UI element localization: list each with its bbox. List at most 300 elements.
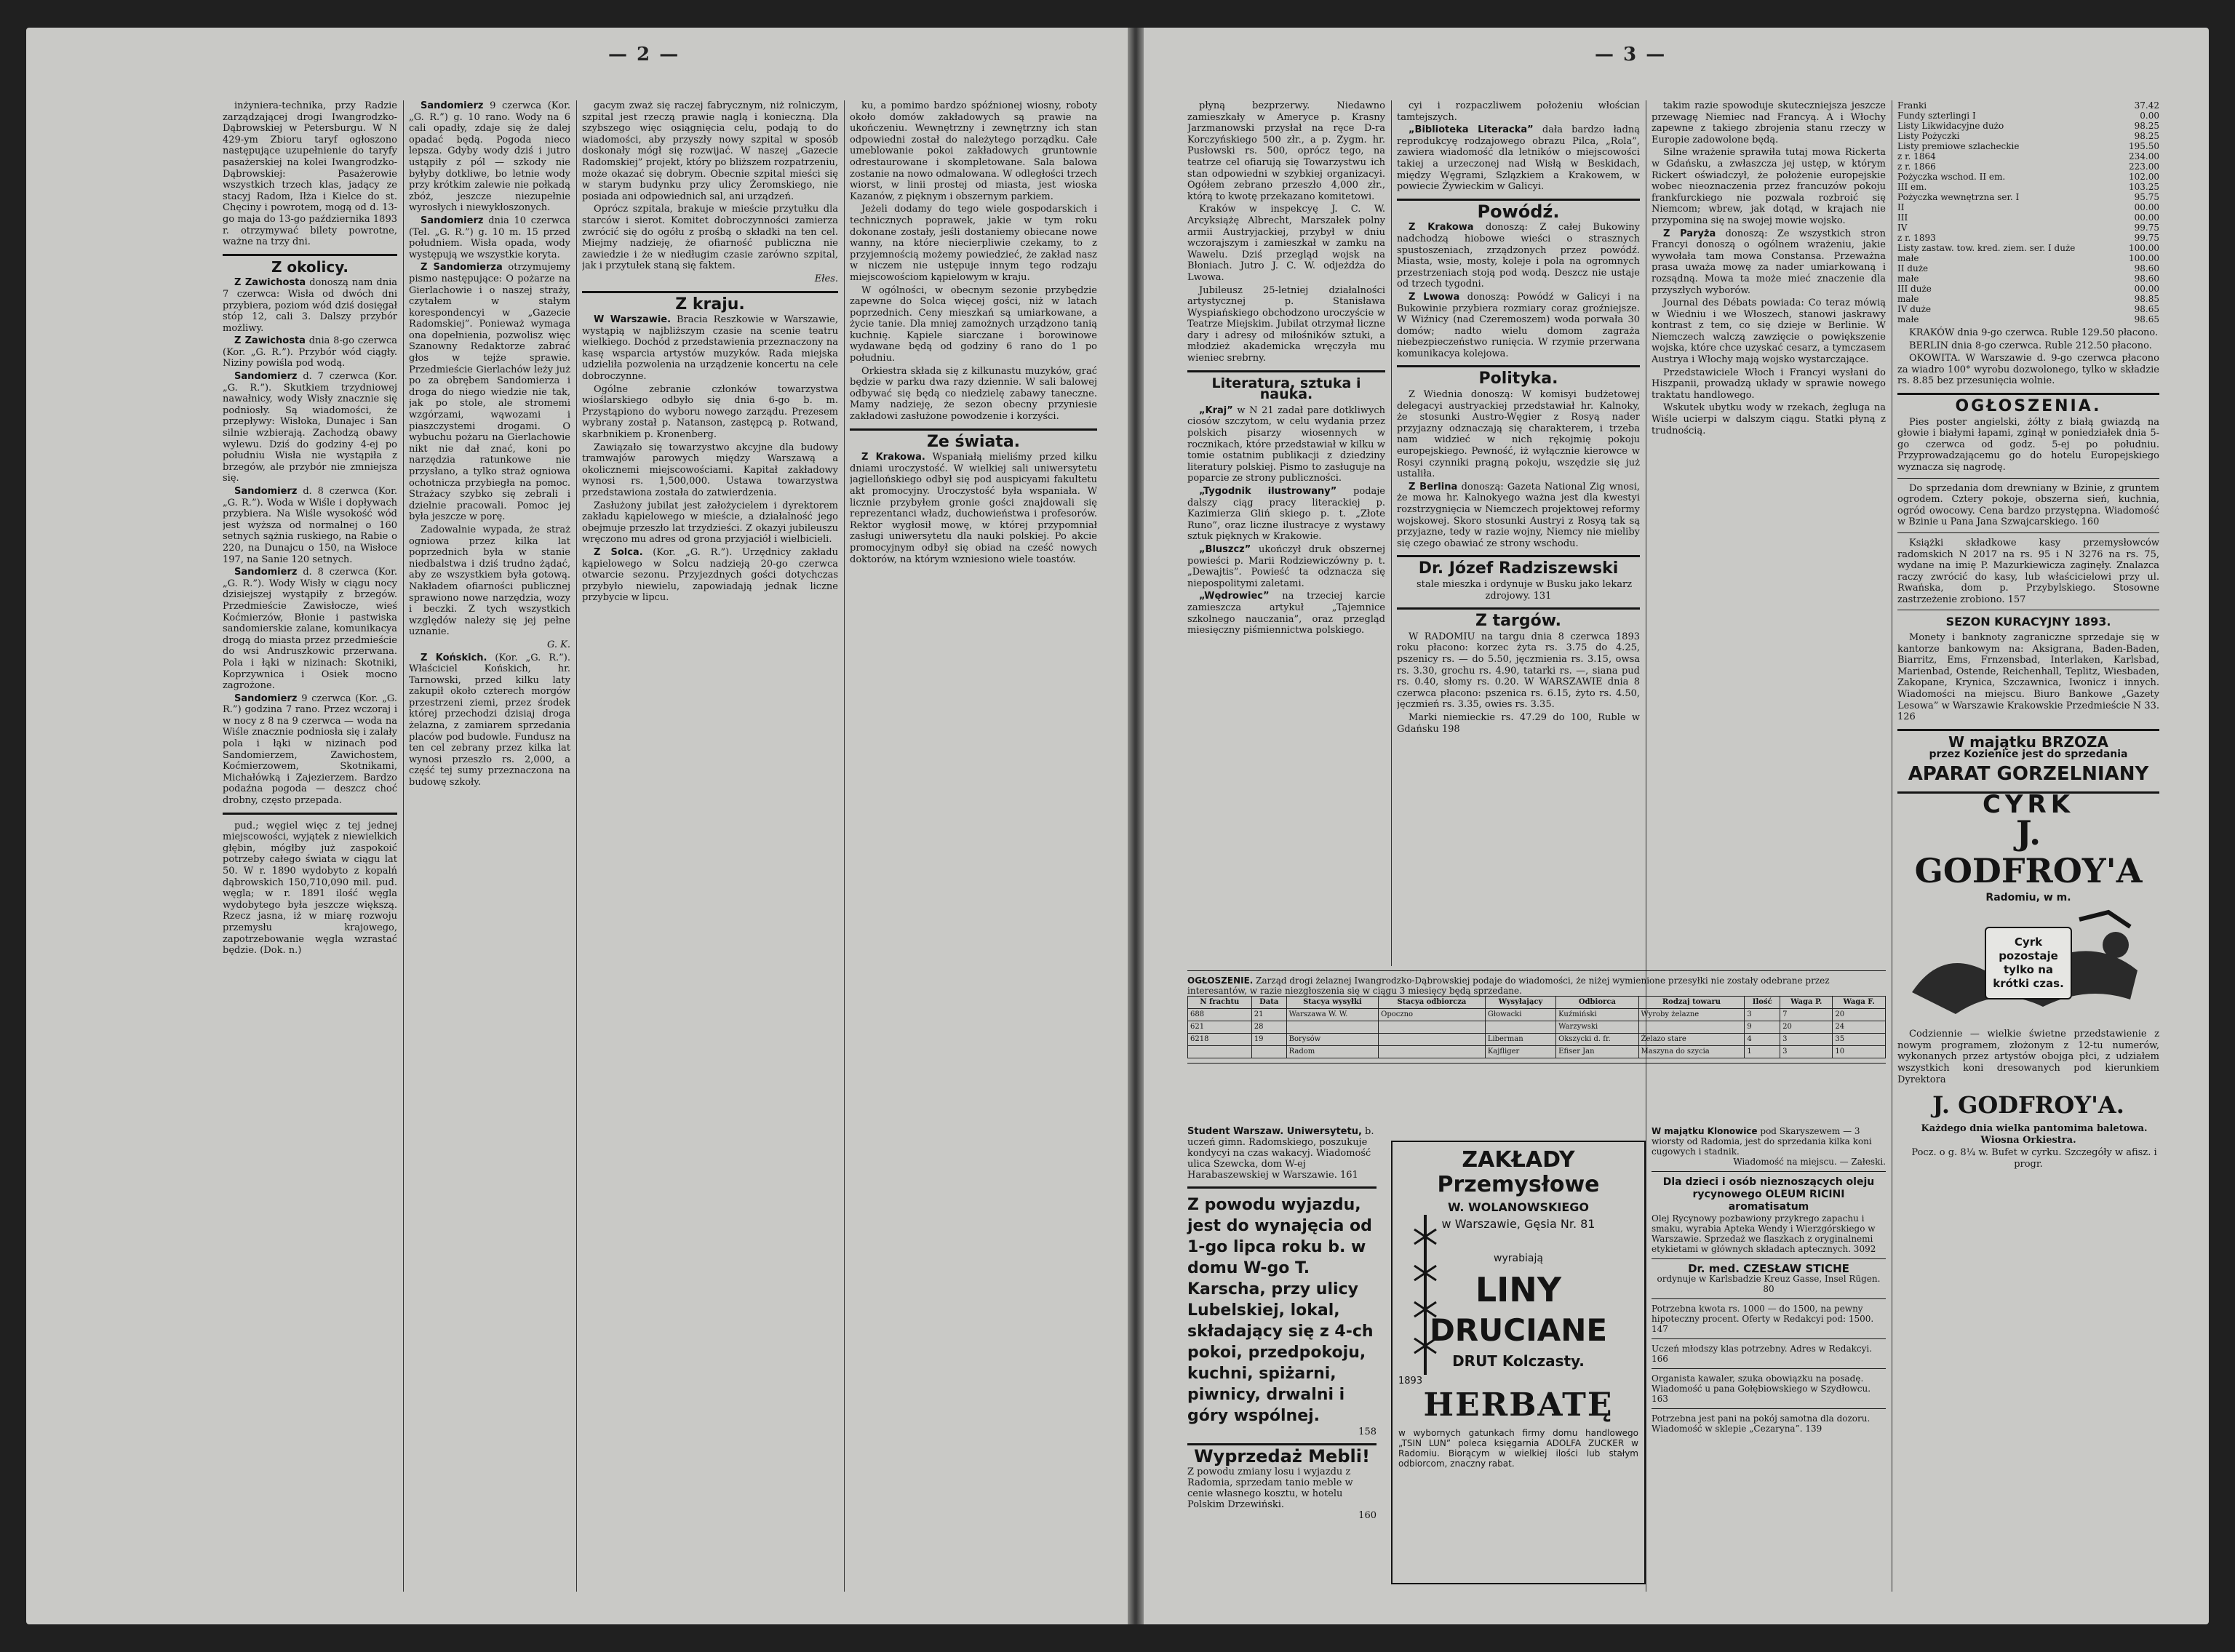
- brzoza-product: APARAT GORZELNIANY: [1908, 763, 2149, 785]
- article-text: płyną bezprzerwy. Niedawno zamieszkały w Ameryce p. Krasny Jarzmanowski przysłał na ręce D-ra Korczyńskiego 500 złr., a p. Zygm. hr. Pusłowski rs. 500, oprócz tego, na teatrze cel ofiarują się Towarzystwu ich stan odpowiedni w szybkiej organizacyi. Ogółem zebrano przeszło 4,000 złr., którą to kwotę przekazano komitetowi.: [1187, 100, 1385, 202]
- rate-value: 98.65: [2134, 314, 2159, 324]
- rate-row: [1897, 161, 2159, 172]
- table-cell: 20: [1833, 1009, 1886, 1021]
- dateline: „Tygodnik ilustrowany”: [1199, 486, 1337, 497]
- article-text: [223, 486, 397, 565]
- furniture-sale-heading: Wyprzedaż Mebli!: [1194, 1446, 1370, 1467]
- table-header-cell: Rodzaj towaru: [1638, 997, 1745, 1009]
- rate-label: Listy Pożyczki: [1897, 131, 1960, 141]
- rate-value: 100.00: [2129, 243, 2159, 253]
- rate-value: 99.75: [2134, 223, 2159, 233]
- circus-notice: Cyrk pozostaje tylko na krótki czas.: [1985, 927, 2072, 999]
- rate-row: [1897, 284, 2159, 294]
- rate-row: [1897, 253, 2159, 263]
- market-prices: W RADOMIU na targu dnia 8 czerwca 1893 roku płacono: korzec żyta rs. 3.75 do 4.25, pszenicy rs. — do 5.50, jęczmienia rs. 3.15, owsa rs. 3.30, grochu rs. 4.90, tatarki rs. —, siana pud rs. 0.40, słomy rs. 0.20. W WARSZAWIE dnia 8 czerwca płacono: pszenica rs. 6.15, żyto rs. 4.50, jęczmień rs. 3.35, owies rs. 3.35.: [1397, 631, 1640, 711]
- table-cell: Żelazo stare: [1638, 1034, 1745, 1046]
- dateline: Z Berlina: [1409, 481, 1458, 492]
- rental-ad: Z powodu wyjazdu, jest do wynajęcia od 1-go lipca roku b. w domu W-go T. Karscha, przy ulicy Lubelskiej, lokal, składający się z 4-ch pokoi, przedpokoju, kuchni, spiżarni, piwnicy, drwalni i góry wspólnej.: [1187, 1196, 1374, 1425]
- article-text: [1397, 482, 1640, 550]
- notice-text: [1187, 975, 1886, 996]
- signature: G. K.: [546, 639, 570, 650]
- article-text: [223, 335, 397, 370]
- section-heading: Powódź.: [1477, 201, 1560, 222]
- railway-notice: [1187, 966, 1886, 1068]
- article-text: [582, 314, 838, 383]
- rate-label: Listy premiowe szlacheckie: [1897, 141, 2020, 151]
- paragraph: Wspaniałą mieliśmy przed kilku dniami uroczystość. W wielkiej sali uniwersytetu jagiellońskiego odbył się pod auspicyami fakultetu akt promocyjny. Uroczystość była wspaniała. W licznie przybyłem gronie gości znajdowali się reprezentanci władz, duchowieństwa i profesorów. Rektor wygłosił mowę, w której przypomniał zasługi uniwersytetu dla nauki polskiej. Po akcie promocyjnym odbył się obiad na cześć nowych doktorów, na którym wzniesiono wiele toastów.: [850, 452, 1097, 565]
- article-text: Oprócz szpitala, brakuje w mieście przytułku dla starców i sierot. Komitet dobroczynności zamierza zwrócić się do ogółu z prośbą o składki na ten cel. Miejmy nadzieję, że ofiarność publiczna nie zawiedzie i że w niedługim czasie zarówno szpital, jak i przytułek staną się faktem.: [582, 204, 838, 272]
- paragraph: 9 czerwca (Kor. „G. R.”) godzina 7 rano. Przez wczoraj i w nocy z 8 na 9 czerwca — woda na Wiśle znacznie podniosła się i zalały pola i łąki w nizinach pod Sandomierzem, Zawichostem, Koćmierzowem, Skotnikami, Michałówką i Zajezierzem. Bardzo podaźna pogoda — deszcz choć drobny, często przepada.: [223, 693, 397, 807]
- section-heading: Z okolicy.: [271, 258, 349, 276]
- article-text: [409, 653, 570, 789]
- rate-row: [1897, 141, 2159, 151]
- rate-value: 37.42: [2134, 100, 2159, 111]
- article-text: Kraków w inspekcyę J. C. W. Arcyksiążę Albrecht, Marszałek polny armii Austryjackiej, przybył w dniu wczorajszym i zamieszkał w zamku na Wawelu. Dziś przegląd wojsk na Błoniach. Jutro J. C. W. odjeżdża do Lwowa.: [1187, 204, 1385, 283]
- table-cell: Okszycki d. fr.: [1556, 1034, 1638, 1046]
- rate-row: [1897, 192, 2159, 202]
- paragraph: dnia 10 czerwca (Tel. „G. R.”) g. 10 m. 15 przed południem. Wisła opada, wody występują we wszystkie koryta.: [409, 215, 570, 260]
- rate-value: 00.00: [2134, 284, 2159, 294]
- shipment-table: [1187, 996, 1886, 1058]
- rate-value: 103.25: [2129, 182, 2159, 192]
- ad-text: Pocz. o g. 8¼ w. Bufet w cyrku. Szczegóły w afisz. i progr.: [1911, 1147, 2157, 1170]
- table-cell: [1188, 1046, 1252, 1058]
- stiche-heading: Dr. med. CZESŁAW STICHE: [1688, 1262, 1849, 1275]
- article-text: [1187, 591, 1385, 636]
- table-cell: 6218: [1188, 1034, 1252, 1046]
- signature: Ełes.: [814, 273, 838, 284]
- column-divider: [844, 100, 845, 1592]
- article-text: [409, 100, 570, 214]
- rate-label: z r. 1866: [1897, 161, 1936, 172]
- table-cell: 9: [1745, 1021, 1780, 1034]
- exchange-rates: [1897, 100, 2159, 324]
- rate-label: małe: [1897, 253, 1919, 263]
- section-rule: [1397, 555, 1640, 557]
- divider: [1897, 478, 2159, 479]
- dateline: Sandomierz: [234, 371, 298, 383]
- tea-ad-heading: HERBATĘ: [1423, 1386, 1614, 1424]
- rate-row: [1897, 233, 2159, 243]
- newspaper-page-3: [1144, 28, 2209, 1624]
- rates-text: OKOWITA. W Warszawie d. 9-go czerwca płacono za wiadro 100° wyrobu dozwolonego, tylko w składzie rs. 8.85 bez przesunięcia wolnie.: [1897, 353, 2159, 387]
- dateline: „Kraj”: [1199, 404, 1233, 416]
- rate-value: 100.00: [2129, 253, 2159, 263]
- dateline: Sandomierz: [421, 215, 484, 226]
- table-cell: 3: [1780, 1046, 1833, 1058]
- divider: [1187, 970, 1886, 971]
- table-cell: 20: [1780, 1021, 1833, 1034]
- dateline: Z Paryża: [1663, 228, 1716, 239]
- paragraph: d. 7 czerwca (Kor. „G. R.”). Skutkiem trzydniowej nawałnicy, wody Wisły znacznie się podniosły. Są wiadomości, że przepływy: Wisłoka, Dunajec i San silnie wzbierają. Zachodzą obawy wylewu. Dziś do godziny 4-ej po południu Wisła nie wystąpiła z brzegów, ale przybór nie zmniejsza się.: [223, 371, 397, 484]
- rate-row: [1897, 182, 2159, 192]
- divider: [1187, 1443, 1377, 1445]
- table-cell: 21: [1251, 1009, 1286, 1021]
- paragraph: b. uczeń gimn. Radomskiego, poszukuje kondycyi na czas wakacyj. Wiadomość ulica Szewcka, dom W-ej Harabaszewskiej w Warszawie. 161: [1187, 1126, 1374, 1181]
- ad-text: Monety i banknoty zagraniczne sprzedaje się w kantorze bankowym na: Aksigrana, Baden-Baden, Biarritz, Ems, Frnzensbad, Interlaken, Karlsbad, Marienbad, Ostende, Reichenhall, Teplitz, Wiesbaden, Zakopane, Krynica, Szczawnica, Iwonicz i innych. Wiadomości na miejscu. Biuro Bankowe „Gazety Lesowa” w Warszawie Krakowskie Przedmieście N 33. 126: [1897, 632, 2159, 723]
- ad-text: Książki składkowe kasy przemysłowców radomskich N 2017 na rs. 95 i N 3276 na rs. 75, wydane na imię P. Mazurkiewicza zaginęły. Znalazca raczy zwrócić do kasy, lub właścicielowi przy ul. Rwańska, dom p. Przybylskiego. Stosowne zastrzeżenie zrobiono. 157: [1897, 537, 2159, 605]
- table-cell: [1638, 1021, 1745, 1034]
- rate-value: 234.00: [2129, 151, 2159, 161]
- rate-label: II: [1897, 202, 1905, 212]
- rate-label: Franki: [1897, 100, 1927, 111]
- table-header-cell: N frachtu: [1188, 997, 1252, 1009]
- ad-text: ordynuje w Karlsbadzie Kreuz Gasse, Insel Rügen. 80: [1657, 1274, 1881, 1294]
- table-cell: Kajfliger: [1485, 1046, 1555, 1058]
- paragraph: 9 czerwca (Kor. „G. R.”) g. 10 rano. Wody na 6 cali opadły, zdaje się że dalej opadać będą. Pogoda nieco lepsza. Gdyby wody dziś i jutro ustąpiły z pól — szkody nie byłyby dotkliwe, bo letnie wody przy krótkim zalewie nie połkadą zbóż, jeszcze niezupełnie wyrosłych i niewykłoszonych.: [409, 100, 570, 214]
- divider: [1652, 1258, 1886, 1259]
- paragraph: donoszą: Powódź w Galicyi i na Bukowinie przybiera rozmiary coraz groźniejsze. W Wiźnicy (nad Czeremoszem) woda porwała 30 domów; nadto wielu domom zagraża niebezpieczeństwo runięcia. W rzymie przerwana komunikacya kolejowa.: [1397, 291, 1640, 359]
- ad-word: wyrabiają: [1494, 1253, 1543, 1264]
- article-text: inżyniera-technika, przy Radzie zarządzającej drogi Iwangrodzko-Dąbrowskiej w Petersburgu. W N 429-ym Zbioru taryf ogłoszono następujące uzupełnienie do taryfy pasażerskiej na kolei Iwangrodzko-Dąbrowskiej: Pasażerowie wszystkich trzech klas, jadący ze stacyj Radom, Iłża i Kielce do st. Chęciny i powrotem, mogą od d. 13-go maja do 13-go października 1893 r. otrzymywać bilety powrotne, ważne na trzy dni.: [223, 100, 397, 248]
- dateline: Z Zawichosta: [234, 335, 306, 347]
- rate-label: Pożyczka wewnętrzna ser. I: [1897, 192, 2020, 202]
- ad-text: Organista kawaler, szuka obowiązku na posadę. Wiadomość u pana Gołębiowskiego w Szydłowcu. 163: [1652, 1373, 1871, 1404]
- column-1: [223, 100, 397, 1599]
- article-text: Orkiestra składa się z kilkunastu muzyków, grać będzie w parku dwa razy dziennie. W sali balowej odbywać się będą co niedzielę zabawy taneczne. Mamy nadzieję, że sezon obecny przyniesie zakładowi zasłużone powodzenie i korzyści.: [850, 365, 1097, 423]
- rate-row: [1897, 100, 2159, 111]
- ad-text: Olej Rycynowy pozbawiony przykrego zapachu i smaku, wyrabia Apteka Wendy i Wierzgórskiego w Warszawie. Sprzedaż we flaszkach z oryginalnemi etykietami w głównych składach aptecznych. 3092: [1652, 1213, 1876, 1254]
- divider: [1652, 1298, 1886, 1299]
- table-cell: Radom: [1286, 1046, 1378, 1058]
- article-text: ku, a pomimo bardzo spóźnionej wiosny, roboty około domów zakładowych są prawie na ukończeniu. Wewnętrzny i zewnętrzny ich stan odpowiedni został do należytego porządku. Całe umeblowanie pokoi zakładowych gruntownie odrestaurowane i skompletowane. Sala balowa zostanie na nowo odmalowana. W odległości trzech wiorst, w linii prostej od miasta, jest wioska Kazanów, z pięknym i obszernym parkiem.: [850, 100, 1097, 202]
- rate-value: 0.00: [2140, 111, 2159, 121]
- ad-text: Potrzebna kwota rs. 1000 — do 1500, na pewny hipoteczny procent. Oferty w Redakcyi pod: 1500. 147: [1652, 1304, 1874, 1334]
- dateline: W Warszawie.: [594, 314, 672, 326]
- table-header-cell: Waga F.: [1833, 997, 1886, 1009]
- column-divider: [1391, 100, 1392, 966]
- table-cell: Warzywski: [1556, 1021, 1638, 1034]
- dateline: Z Końskich.: [421, 652, 487, 663]
- ad-number: 160: [1358, 1510, 1377, 1521]
- table-cell: Wyroby żelazne: [1638, 1009, 1745, 1021]
- rate-label: III em.: [1897, 182, 1927, 192]
- ad-text: Z powodu zmiany losu i wyjazdu z Radomia, sprzedam tanio meble w cenie własnego kosztu, w hotelu Polskim Drzewiński.: [1187, 1467, 1353, 1510]
- ad-lead: Student Warszaw. Uniwersytetu,: [1187, 1126, 1362, 1137]
- table-cell: [1379, 1034, 1486, 1046]
- column-3: [582, 100, 838, 1599]
- circus-heading: CYRK: [1982, 790, 2075, 819]
- dateline: Z Solca.: [594, 546, 643, 558]
- wolanowski-ad: [1391, 1141, 1646, 1584]
- doctor-ad-heading: Dr. Józef Radziszewski: [1418, 559, 1619, 578]
- article-text: [223, 693, 397, 807]
- article-text: [1397, 222, 1640, 290]
- article-text: takim razie spowoduje skuteczniejsza jeszcze przewagę Niemiec nad Francyą. A i Włochy zapewne z takiego zbrojenia stanu rzeczy w Europie zadowolone będą.: [1652, 100, 1886, 145]
- paragraph: dała bardzo ładną reprodukcyę rodzajowego obrazu Pilca, „Rola”, zawiera wiadomość dla letników o miejscowości takiej a urzeczonej nad Wisłą w Beskidach, między Węgrami, Szlązkiem a Krakowem, w powiecie Żywieckim w Galicyi.: [1397, 124, 1640, 193]
- article-text: [1187, 486, 1385, 543]
- column-4: [850, 100, 1097, 1599]
- brzoza-sub: przez Kozienice jest do sprzedania: [1929, 749, 2128, 761]
- table-header-cell: Wysyłający: [1485, 997, 1555, 1009]
- rate-row: [1897, 263, 2159, 274]
- article-text: [223, 567, 397, 692]
- dateline: Sandomierz: [234, 693, 298, 704]
- paragraph: donoszą: Gazeta National Zig wnosi, że mowa hr. Kalnokyego ważna jest dla kwestyi rozstrzygnięcia w Niemczech projektowej reformy wojskowej. Skoro stosunki Austryi z Rosyą tak są przyjazne, tedy w razie wojny, Niemcy nie mieliby się czego obawiać ze strony wschodu.: [1397, 481, 1640, 549]
- ad-text: Potrzebna jest pani na pokój samotna dla dozoru. Wiadomość w sklepie „Cezaryna”. 139: [1652, 1413, 1871, 1434]
- ad-text: Pies poster angielski, żółty z białą gwiazdą na głowie i białymi łapami, zginął w poniedziałek dnia 5-go czerwca od godz. 5-ej po południu. Przyprowadzającemu go do hotelu Europejskiego wyznacza się nagrodę.: [1897, 416, 2159, 473]
- paragraph: donoszą: Ze wszystkich stron Francyi donoszą o ogólnem wrażeniu, jakie wywołała tam mowa Constansa. Przeważna prasa uważa mowę za nader umiarkowaną i rozsądną. Mowa ta może mieć znaczenie dla przyszłych wyborów.: [1652, 228, 1886, 296]
- divider: [1652, 1338, 1886, 1339]
- rate-row: [1897, 151, 2159, 161]
- paragraph: dnia 8-go czerwca (Kor. „G. R.”). Przybór wód ciągły. Niziny powiśla pod wodą.: [223, 335, 397, 370]
- dateline: Sandomierz: [421, 100, 484, 111]
- section-rule: [1187, 370, 1385, 372]
- table-cell: 7: [1780, 1009, 1833, 1021]
- table-cell: Kuźmiński: [1556, 1009, 1638, 1021]
- article-text: Z Wiednia donoszą: W komisyi budżetowej delegacyi austryackiej przedstawiał hr. Kalnoky, że stosunki Austro-Węgier z Rosyą nader przyjazny odznaczają się charakterem, i trzeba nam widzieć w nich rękojmię pokoju europejskiego. Pewność, iż wyłącznie kierowce w Rosyi czynniki pragną pokoju, wszędzie się już ustaliła.: [1397, 389, 1640, 480]
- rate-label: III: [1897, 212, 1908, 223]
- rate-label: Pożyczka wschod. II em.: [1897, 172, 2006, 182]
- table-cell: [1485, 1021, 1555, 1034]
- section-rule: [1397, 199, 1640, 201]
- table-cell: 1: [1745, 1046, 1780, 1058]
- rate-value: 98.85: [2134, 294, 2159, 304]
- article-text: Jeżeli dodamy do tego wiele gospodarskich i technicznych poprawek, jakie w tym roku dokonane zostały, jeśli dostaniemy obiecane nowe wanny, na które niecierpliwie czekamy, to z przyjemnością możemy powiedzieć, że zakład nasz w niczem nie ustępuje innym tego rodzaju miejscowościom kąpielowym w kraju.: [850, 204, 1097, 283]
- divider: [1897, 729, 2159, 731]
- rate-label: Listy zastaw. tow. kred. ziem. ser. I duże: [1897, 243, 2076, 253]
- rate-label: małe: [1897, 274, 1919, 284]
- paragraph: donoszą nam dnia 7 czerwca: Wisła od dwóch dni przybiera, poziom wód dziś dosięgał stóp 12, cali 3. Dalszy przybór możliwy.: [223, 277, 397, 334]
- article-text: Zasłużony jubilat jest założycielem i dyrektorem zakładu kąpielowego w mieście, a działalność jego obejmuje przeszło lat trzydzieści. Z okazyi jubileuszu wręczono mu adres od grona przyjaciół i wielbicieli.: [582, 500, 838, 546]
- rate-row: [1897, 294, 2159, 304]
- section-heading: Ze świata.: [926, 432, 1021, 451]
- table-cell: Liberman: [1485, 1034, 1555, 1046]
- rates-text: KRAKÓW dnia 9-go czerwca. Ruble 129.50 płacono.: [1909, 327, 2159, 338]
- rate-label: III duże: [1897, 284, 1932, 294]
- article-text: [1187, 544, 1385, 589]
- dateline: Z Krakowa: [1409, 222, 1474, 234]
- table-cell: Borysów: [1286, 1034, 1378, 1046]
- table-cell: 28: [1251, 1021, 1286, 1034]
- article-text: [582, 547, 838, 604]
- paragraph: w N 21 zadał pare dotkliwych ciosów szczytom, w celu wydania przez polskich pisarzy wiosennych w rocznikach, które przedstawiał w kilku w tomie ostatnim publikacji z dziedziny literatury polskiej. Pismo to zasługuje na poparcie ze strony publiczności.: [1187, 404, 1385, 484]
- rate-value: 98.25: [2134, 131, 2159, 141]
- table-cell: 688: [1188, 1009, 1252, 1021]
- article-text: Jubileusz 25-letniej działalności artystycznej p. Stanisława Wyspiańskiego obchodzono uroczyście w Teatrze Miejskim. Jubilat otrzymał liczne dary i adresy od miłośników sztuki, a młodzież akademicka wręczyła mu wieniec srebrny.: [1187, 284, 1385, 364]
- table-cell: [1379, 1021, 1486, 1034]
- table-row: [1188, 1021, 1886, 1034]
- rate-row: [1897, 172, 2159, 182]
- article-text: Journal des Débats powiada: Co teraz mówią w Wiedniu i we Włoszech, stanowi jaskrawy kontrast z tem, co się dzieje w Berlinie. W Niemczech walczą zawzięcie o powiększenie wojska, które chce uzyskać cesarz, a tymczasem Austrya i Włochy mają wojsko wystarczające.: [1652, 298, 1886, 366]
- table-header-cell: Odbiorca: [1556, 997, 1638, 1009]
- rate-value: 102.00: [2129, 172, 2159, 182]
- rate-value: 98.60: [2134, 274, 2159, 284]
- page-number: — 3 —: [1595, 44, 1667, 65]
- table-cell: 24: [1833, 1021, 1886, 1034]
- rate-row: [1897, 274, 2159, 284]
- rate-row: [1897, 223, 2159, 233]
- table-body: [1188, 1009, 1886, 1058]
- circus-illustration: [1897, 905, 2159, 1029]
- ad-text: Uczeń młodszy klas potrzebny. Adres w Redakcyi. 166: [1652, 1344, 1873, 1364]
- table-cell: Efiser Jan: [1556, 1046, 1638, 1058]
- dateline: Sandomierz: [234, 567, 298, 578]
- rate-row: [1897, 212, 2159, 223]
- article-text: gacym zważ się raczej fabrycznym, niż rolniczym, szpital jest rzeczą prawie naglą i konieczną. Dla szybszego więc osiągnięcia celu, podają to do wiadomości, aby przyszły nowy szpital w sposób doskonały mógł się rozwijać. W naszej „Gazecie Radomskiej” projekt, który po bliższem rozpatrzeniu, może okazać się dobrym. Obecnie szpital mieści się w starym budynku przy ulicy Żeromskiego, nie posiada ani odpowiednich sal, ani urządzeń.: [582, 100, 838, 202]
- table-header-cell: Waga P.: [1780, 997, 1833, 1009]
- ad-address: w Warszawie, Gęsia Nr. 81: [1441, 1217, 1595, 1231]
- article-text: Wskutek ubytku wody w rzekach, żegluga na Wiśle ucierpi w dalszym ciągu. Statki płyną z trudnością.: [1652, 402, 1886, 436]
- section-rule: [223, 813, 397, 815]
- table-header-cell: Stacya wysyłki: [1286, 997, 1378, 1009]
- ad-owner: W. WOLANOWSKIEGO: [1448, 1200, 1589, 1214]
- paragraph: d. 8 czerwca (Kor. „G. R.”). Woda w Wiśle i dopływach przybiera. Na Wiśle wysokość wód jest wyższa od normalnej o 160 setnych sążnia ruskiego, na Rabie o 220, na Dunajcu o 150, na Wisłoce 197, na Sanie 120 setnych.: [223, 486, 397, 565]
- section-rule: [850, 428, 1097, 431]
- divider: [1187, 1063, 1886, 1064]
- ad-lead: W majątku Klonowice: [1652, 1126, 1758, 1136]
- article-text: Ogólne zebranie członków towarzystwa wioślarskiego odbyło się dnia 6-go b. m. Przystąpiono do wyboru nowego zarządu. Prezesem wybrany został p. Natanson, zastępcą p. Rotwand, skarbnikiem p. Kronenberg.: [582, 383, 838, 441]
- column-divider: [403, 100, 404, 1592]
- article-text: [223, 371, 397, 484]
- article-text: [1652, 228, 1886, 297]
- rate-row: [1897, 314, 2159, 324]
- dateline: Z Sandomierza: [421, 262, 503, 274]
- paragraph: donoszą: Z całej Bukowiny nadchodzą hiobowe wieści o strasznych spustoszeniach, zrządzonych przez powódź. Miasta, wsie, mosty, koleje i pola na ogromnych przestrzeniach stoją pod wodą. Deszcz nie ustaje od trzech tygodni.: [1397, 222, 1640, 290]
- circus-owner: J. GODFROY'A: [1914, 813, 2143, 890]
- classified-ads: [1652, 1126, 1886, 1434]
- dateline: Z Zawichosta: [234, 277, 306, 289]
- article-text: [409, 262, 570, 523]
- table-cell: 35: [1833, 1034, 1886, 1046]
- table-header-cell: Ilość: [1745, 997, 1780, 1009]
- barbed-wire-icon: [1407, 1215, 1443, 1375]
- rate-row: [1897, 202, 2159, 212]
- article-text: Zadowalnie wypada, że straż ogniowa przez kilka lat poprzednich była w stanie niedbalstwa i dziś trudno żądać, aby ze wszystkiem była gotową. Nakładem ofiarności publicznej sprawiono nowe narzędzia, wozy i beczki. Z tych wszystkich względów należy się jej pełne uznanie.: [409, 524, 570, 638]
- rate-label: Listy Likwidacyjne dużo: [1897, 121, 2004, 131]
- column-3: [1652, 100, 1886, 966]
- dateline: „Wędrowiec”: [1199, 591, 1270, 602]
- ad-number: 158: [1358, 1426, 1377, 1437]
- ad-text: Do sprzedania dom drewniany w Bzinie, z gruntem ogrodem. Cztery pokoje, obszerna sień, kuchnia, ogród owocowy. Cena bardzo przystępna. Wiadomość w Bzinie u Pana Jana Szwajcarskiego. 160: [1897, 482, 2159, 528]
- section-heading: Literatura, sztuka i nauka.: [1211, 375, 1361, 403]
- section-heading: SEZON KURACYJNY 1893.: [1945, 615, 2111, 629]
- article-text: [1187, 405, 1385, 484]
- table-cell: Warszawa W. W.: [1286, 1009, 1378, 1021]
- rate-row: [1897, 111, 2159, 121]
- rate-value: 195.50: [2129, 141, 2159, 151]
- dateline: Sandomierz: [234, 486, 298, 497]
- rate-label: małe: [1897, 294, 1919, 304]
- table-cell: 621: [1188, 1021, 1252, 1034]
- table-cell: 3: [1780, 1034, 1833, 1046]
- section-rule: [223, 254, 397, 256]
- section-rule: [582, 291, 838, 293]
- rate-value: 00.00: [2134, 212, 2159, 223]
- rate-label: II duże: [1897, 263, 1929, 274]
- column-1: [1187, 100, 1385, 966]
- rate-value: 95.75: [2134, 192, 2159, 202]
- section-heading: Z targów.: [1475, 612, 1561, 631]
- divider: [1652, 1171, 1886, 1172]
- dateline: Z Krakowa.: [861, 452, 925, 463]
- section-heading: OGŁOSZENIA.: [1955, 396, 2102, 415]
- ricini-heading: Dla dzieci i osób nieznoszących oleju rycynowego OLEUM RICINI aromatisatum: [1662, 1176, 1875, 1213]
- divider: [1897, 532, 2159, 533]
- column-2: [409, 100, 570, 1599]
- rate-label: z r. 1893: [1897, 233, 1936, 243]
- table-cell: 4: [1745, 1034, 1780, 1046]
- table-cell: [1251, 1046, 1286, 1058]
- ad-year: 1893: [1398, 1376, 1423, 1386]
- paragraph: (Kor. „G. R.”). Właściciel Końskich, hr. Tarnowski, przed kilku laty zakupił około czterech morgów przestrzeni ziemi, przez środek której przechodzi dzisiaj droga żelazna, z zamiarem sprzedania placów pod budowle. Fundusz na ten cel zebrany przez kilka lat wynosi przeszło rs. 2,000, a część tej sumy przeznaczona na budowę szkoły.: [409, 652, 570, 789]
- rate-label: IV: [1897, 223, 1908, 233]
- article-text: [1397, 124, 1640, 193]
- section-rule: [1397, 365, 1640, 367]
- table-cell: Głowacki: [1485, 1009, 1555, 1021]
- paragraph: pod Skaryszewem — 3 wiorsty od Radomia, jest do sprzedania kilka koni cugowych i stadnik.: [1652, 1126, 1872, 1157]
- ad-product-barbed: DRUT Kolczasty.: [1452, 1352, 1585, 1370]
- column-divider: [576, 100, 577, 1592]
- dateline: „Bluszcz”: [1199, 543, 1251, 555]
- divider: [1652, 1408, 1886, 1409]
- rate-row: [1897, 304, 2159, 314]
- article-text: [223, 277, 397, 334]
- divider: [1897, 393, 2159, 395]
- rate-value: 98.60: [2134, 263, 2159, 274]
- book-gutter: [1128, 28, 1144, 1624]
- rates-text: BERLIN dnia 8-go czerwca. Ruble 212.50 płacono.: [1909, 340, 2152, 351]
- rate-label: z r. 1864: [1897, 151, 1936, 161]
- article-text: Zawiązało się towarzystwo akcyjne dla budowy tramwajów parowych między Warszawą a okolicznemi miejscowościami. Kapitał zakładowy wynosi rs. 1,500,000. Ustawa towarzystwa przedstawiona została do zatwierdzenia.: [582, 442, 838, 498]
- table-row: [1188, 1034, 1886, 1046]
- table-cell: 3: [1745, 1009, 1780, 1021]
- table-header-cell: Data: [1251, 997, 1286, 1009]
- article-text: cyi i rozpaczliwem położeniu włościan tamtejszych.: [1397, 100, 1640, 123]
- divider: [1187, 1186, 1377, 1189]
- rate-value: 99.75: [2134, 233, 2159, 243]
- column-2: [1397, 100, 1640, 966]
- table-row: [1188, 1046, 1886, 1058]
- paragraph: (Kor. „G. R.”). Urzędnicy zakładu kąpielowego w Solcu nadzieją 20-go czerwca otwarcie sezonu. Przyjezdnych gości dotychczas przybyło niewielu, zapowiadają jednak liczne przybycie w lipcu.: [582, 546, 838, 604]
- table-header-cell: Stacya odbiorcza: [1379, 997, 1486, 1009]
- doctor-ad-text: stale mieszka i ordynuje w Busku jako lekarz zdrojowy. 131: [1416, 578, 1633, 602]
- article-text: [409, 215, 570, 260]
- paragraph: Bracia Reszkowie w Warszawie, wystąpią w najbliższym czasie na scenie teatru wielkiego. Dochód z przedstawienia przeznaczony na kasę wsparcia artystów muzyków. Rada miejska udzieliła pozwolenia na urządzenie koncertu na cele dobroczynne.: [582, 314, 838, 383]
- page-number: — 2 —: [608, 44, 680, 65]
- ad-text: Każdego dnia wielka pantomima baletowa. Wiosna Orkiestra.: [1921, 1123, 2148, 1146]
- rate-row: [1897, 131, 2159, 141]
- paragraph: podaje dalszy ciąg pracy literackiej p. Kazimierza Gliń skiego p. t. „Złote Runo”, oraz liczne ilustracye z wystawy sztuk pięknych w Krakowie.: [1187, 486, 1385, 543]
- rate-value: 223.00: [2129, 161, 2159, 172]
- paragraph: ukończył druk obszernej powieści p. Marii Rodziewiczówny p. t. „Dewajtis”. Powieść ta odznacza się niepospolitymi zaletami.: [1187, 543, 1385, 589]
- table-cell: Opoczno: [1379, 1009, 1486, 1021]
- newspaper-page-2: [26, 28, 1128, 1624]
- section-heading: Z kraju.: [675, 295, 745, 314]
- column-4: [1897, 100, 2159, 1613]
- table-cell: [1286, 1021, 1378, 1034]
- paragraph: Zarząd drogi żelaznej Iwangrodzko-Dąbrowskiej podaje do wiadomości, że niżej wymienione przesyłki nie zostały odebrane przez interesantów, w razie niezgłoszenia się w ciągu 3 miesięcy będą sprzedane.: [1187, 975, 1830, 996]
- table-cell: 10: [1833, 1046, 1886, 1058]
- table-cell: 19: [1251, 1034, 1286, 1046]
- section-rule: [1397, 607, 1640, 610]
- ad-product-wire: DRUCIANE: [1429, 1312, 1608, 1348]
- market-prices: Marki niemieckie rs. 47.29 do 100, Ruble w Gdańsku 198: [1397, 711, 1640, 735]
- article-text: [850, 452, 1097, 565]
- table-header-row: [1188, 997, 1886, 1009]
- rate-label: Fundy szterlingi I: [1897, 111, 1976, 121]
- divider: [1652, 1368, 1886, 1369]
- article-text: Silne wrażenie sprawiła tutaj mowa Rickerta w Gdańsku, a zwłaszcza jej ustęp, w którym Rickert oświadczył, że położenie europejskie wobec nieoznaczenia przez francuzów pokoju frankfurckiego nie pozwala rozbroić się Niemcom; wbrew, jak dotąd, w krajach nie przypomina się na swojej mowie wojsko.: [1652, 147, 1886, 226]
- ad-text: [1652, 1126, 1886, 1157]
- ad-text: Wiadomość na miejscu. — Załeski.: [1733, 1157, 1886, 1167]
- circus-location: Radomiu, w m.: [1985, 891, 2071, 903]
- article-text: Przedstawiciele Włoch i Francyi wysłani do Hiszpanii, prowadzą układy w sprawie nowego traktatu handlowego.: [1652, 367, 1886, 401]
- paragraph: d. 8 czerwca (Kor. „G. R.”). Wody Wisły w ciągu nocy dzisiejszej wystąpiły z brzegów. Przedmieście Zawisłocze, wieś Koćmierzów, Błonie i pastwiska sandomierskie zalane, komunikacya drogą do miasta przez przedmieście do wsi Andruszkowic przerwana. Pola i łąki w nizinach: Skotniki, Koprzywnica i Osiek mocno zagrożone.: [223, 567, 397, 692]
- article-text: pud.; węgiel więc z tej jednej miejscowości, wyjątek z niewielkich głębin, mógłby już zaspokoić potrzeby całego świata w ciągu lat 50. W r. 1890 wydobyto z kopalń dąbrowskich 150,710,090 mil. pud. węgla; w r. 1891 ilość węgla wydobytego była jeszcze większą. Rzecz jasna, iż w miarę rozwoju przemysłu krajowego, zapotrzebowanie węgla wzrastać będzie. (Dok. n.): [223, 820, 397, 957]
- ad-text: Codziennie — wielkie świetne przedstawienie z nowym programem, złożonym z 12-tu numerów, wykonanych przez artystów obojga płci, z udziałem wszystkich koni dresowanych pod kierunkiem Dyrektora: [1897, 1029, 2159, 1085]
- paragraph: na trzeciej karcie zamieszcza artykuł „Tajemnice szkolnego nauczania”, oraz przegląd miesięczny piśmiennictwa polskiego.: [1187, 591, 1385, 637]
